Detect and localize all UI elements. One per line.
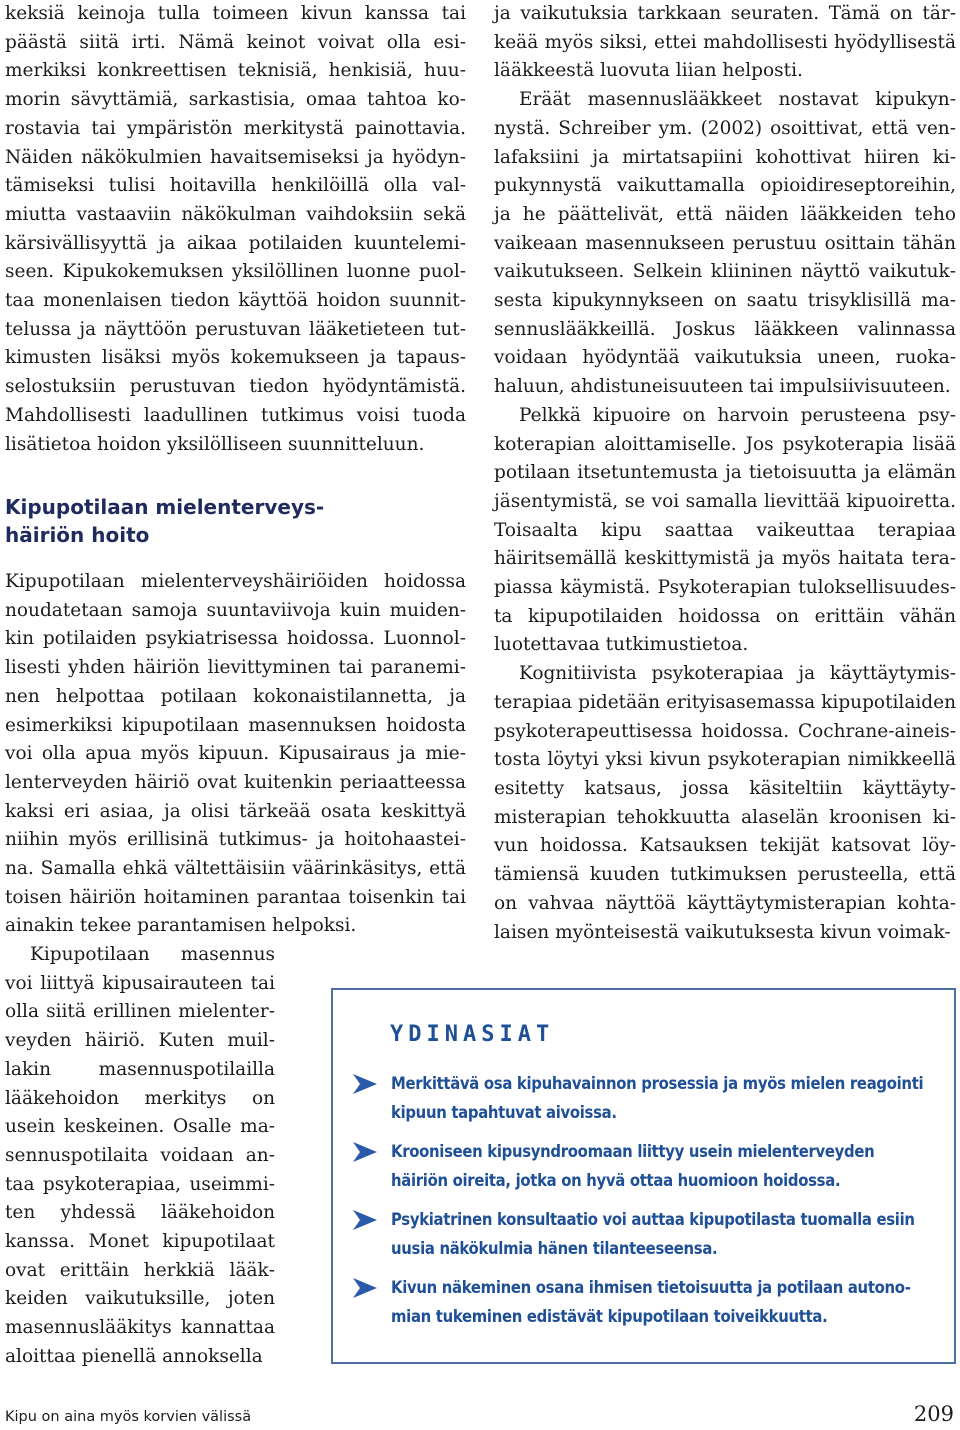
key-point-text: Merkittävä osa kipuhavainnon prosessia ja myös mielen reagointi kipuun tapahtuvat aivoissa. [391,1074,924,1122]
key-point-text: Kivun näkeminen osana ihmisen tietoisuutta ja potilaan autonomian tukeminen edistävät kipupotilaan toiveikkuutta. [391,1278,911,1326]
arrow-bullet-icon [353,1210,377,1230]
section-heading-line: Kipupotilaan mielenterveys- [5,495,325,519]
key-point-item [353,1138,933,1195]
arrow-bullet-icon [353,1278,377,1298]
paragraph: keksiä keinoja tulla toimeen kivun kanssa tai päästä siitä irti. Nämä keinot voivat olla esimerkiksi konkreettisen teknisiä, henkisiä, huumorin sävyttämiä, sarkastisia, omaa tahtoa korostavia tai ympäristön merkitystä painottavia. Näiden näkökulmien havaitsemiseksi ja hyödyntämiseksi tulisi hoitavilla henkilöillä olla valmiutta vastaaviin näkökulman vaihdoksiin sekä kärsivällisyyttä ja aikaa potilaiden kuuntelemiseen. Kipukokemuksen yksilöllinen luonne puoltaa monenlaisen tiedon käyttöä hoidon suunnittelussa ja näyttöön perustuvan lääketieteen tutkimusten lisäksi myös kokemukseen ja tapausselostuksiin perustuvan tiedon hyödyntämistä. Mahdollisesti laadullinen tutkimus voisi tuoda lisätietoa hoidon yksilölliseen suunnitteluun. [5,3,466,455]
key-point-item [353,1274,933,1331]
arrow-bullet-icon [353,1142,377,1162]
paragraph: Kipupotilaan mielenterveyshäiriöiden hoidossa noudatetaan samoja suuntaviivoja kuin muidenkin potilaiden psykiatrisessa hoidossa. Luonnollisesti yhden häiriön lievittyminen tai paraneminen helpottaa potilaan kokonaistilannetta, ja esimerkiksi kipupotilaan masennuksen hoidosta voi olla apua myös kipuun. Kipusairaus ja mielenterveyden häiriö ovat kuitenkin periaatteessa kaksi eri asiaa, ja olisi tärkeää osata keskittyä niihin myös erillisinä tutkimus- ja hoitohaasteina. Samalla ehkä vältettäisiin väärinkäsitys, että toisen häiriön hoitaminen parantaa toisenkin tai ainakin tekee parantamisen helpoksi. [5,571,466,937]
paragraph: ja vaikutuksia tarkkaan seuraten. Tämä on tärkeää myös siksi, ettei mahdollisesti hyödyllisestä lääkkeestä luovuta liian helposti. [494,3,956,82]
paragraph: Pelkkä kipuoire on harvoin perusteena psykoterapian aloittamiselle. Jos psykoterapia lisää potilaan itsetuntemusta ja tietoisuutta ja elämän jäsentymistä, se voi samalla lievittää kipuoiretta. Toisaalta kipu saattaa vaikeuttaa terapiaa häiritsemällä keskittymistä ja myös haitata terapiassa käymistä. Psykoterapian tuloksellisuudesta kipupotilaiden hoidossa on erittäin vähän luotettavaa tutkimustietoa. [494,404,956,656]
left-column [5,0,466,459]
right-column [494,0,956,947]
paragraph: Kipupotilaan masennus voi liittyä kipusairauteen tai olla siitä erillinen mielenterveyden häiriö. Kuten muillakin masennuspotilailla lääkehoidon merkitys on usein keskeinen. Osalle masennuspotilaita voidaan antaa psykoterapiaa, useimmiten yhdessä lääkehoidon kanssa. Monet kipupotilaat ovat erittäin herkkiä lääkkeiden vaikutuksille, joten masennuslääkitys kannattaa aloittaa pienellä annoksella [5,944,275,1367]
key-point-item [353,1206,933,1263]
running-title: Kipu on aina myös korvien välissä [5,1409,252,1425]
key-point-text: Krooniseen kipusyndroomaan liittyy usein mielenterveyden häiriön oireita, jotka on hyvä ottaa huomioon hoidossa. [391,1142,875,1190]
paragraph: Eräät masennuslääkkeet nostavat kipukynnystä. Schreiber ym. (2002) osoittivat, että venlafaksiini ja mirtatsapiini kohottivat hiiren kipukynnystä vaikuttamalla opioidireseptoreihin, ja he päättelivät, että näiden lääkkeiden teho vaikeaan masennukseen perustuu osittain tähän vaikutukseen. Selkein kliininen näyttö vaikutuksesta kipukynnykseen on saatu trisyklisillä masennuslääkkeillä. Joskus lääkkeen valinnassa voidaan hyödyntää vaikutuksia uneen, ruokahaluun, ahdistuneisuuteen tai impulsiivisuuteen. [494,89,956,398]
key-points-box [331,988,956,1364]
section-body [5,568,466,941]
page-number: 209 [913,1402,954,1426]
key-points-title: YDINASIAT [390,1022,555,1047]
section-heading [5,493,324,549]
key-points-list [353,1070,933,1342]
key-point-text: Psykiatrinen konsultaatio voi auttaa kipupotilasta tuomalla esiin uusia näkökulmia hänen tilanteeseensa. [391,1210,915,1258]
arrow-bullet-icon [353,1074,377,1094]
key-point-item [353,1070,933,1127]
section-heading-line: häiriön hoito [5,523,150,547]
narrow-column [5,941,275,1372]
paragraph: Kognitiivista psykoterapiaa ja käyttäytymisterapiaa pidetään erityisasemassa kipupotilaiden psykoterapeuttisessa hoidossa. Cochrane-aineistosta löytyi yksi kivun psykoterapian nimikkeellä esitetty katsaus, jossa käsiteltiin käyttäytymisterapian tehokkuutta alaselän kroonisen kivun hoidossa. Katsauksen tekijät katsovat löytämiensä kuuden tutkimuksen perusteella, että on vahvaa näyttöä käyttäytymisterapian kohtalaisen myönteisestä vaikutuksesta kivun voimak- [494,663,956,943]
